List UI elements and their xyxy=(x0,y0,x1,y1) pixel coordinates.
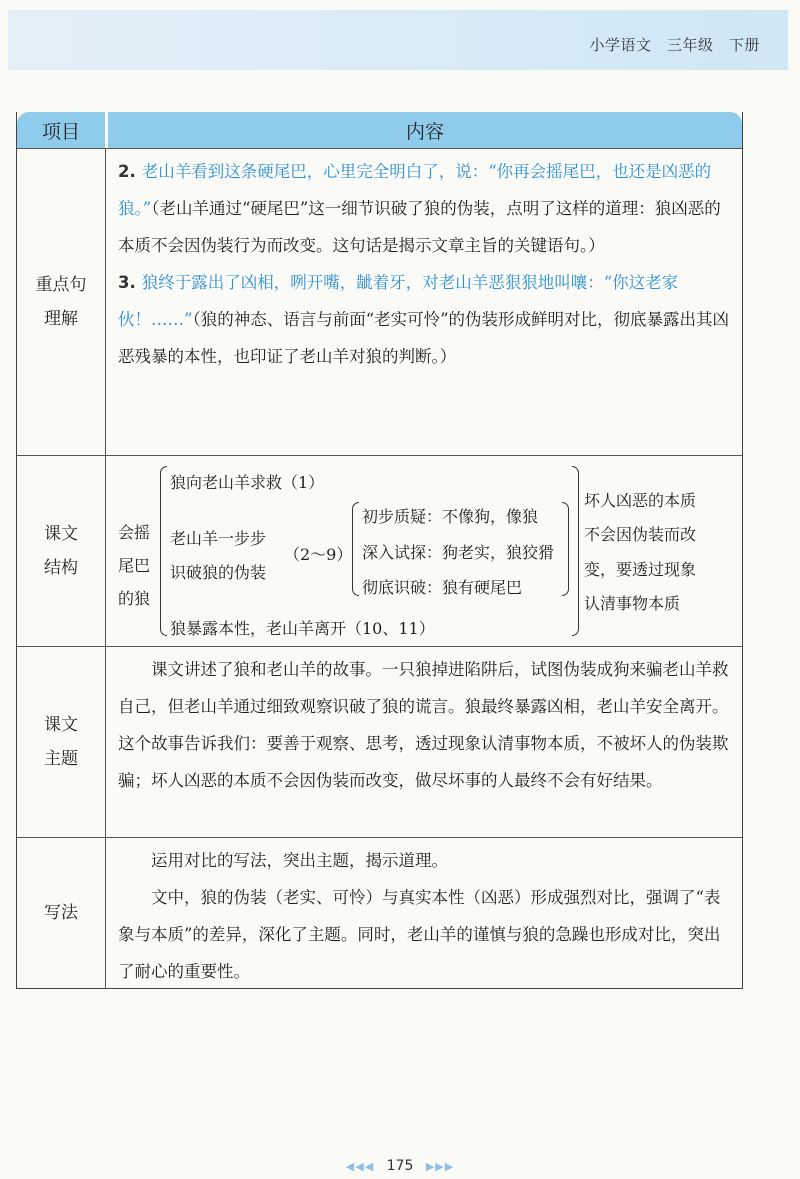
row-label-key-sentences: 重点句理解 xyxy=(17,149,106,455)
table-row-key-sentences xyxy=(17,148,742,455)
right-brace xyxy=(572,466,579,636)
writing-para-2: 文中，狼的伪装（老实、可怜）与真实本性（凶恶）形成强烈对比，强调了“表象与本质”的差异，深化了主题。同时，老山羊的谨慎与狼的急躁也形成对比，突出了耐心的重要性。 xyxy=(118,888,721,981)
table-row-writing xyxy=(17,837,742,988)
note-3: （狼的神态、语言与前面“老实可怜”的伪装形成鲜明对比，彻底暴露出其凶恶残暴的本性，也印证了老山羊对狼的判断。） xyxy=(118,310,730,366)
row-content-key-sentences xyxy=(106,149,742,455)
structure-part-3: 狼暴露本性，老山羊离开（10、11） xyxy=(170,619,435,638)
structure-conclusion-4: 认清事物本质 xyxy=(584,594,681,613)
structure-part-2-range: （2～9） xyxy=(284,545,353,564)
key-sentence-3: 3. 狼终于露出了凶相，咧开嘴，龇着牙，对老山羊恶狠狠地叫嚷：“你这老家伙！……”（狼的神态、语言与前面“老实可怜”的伪装形成鲜明对比，彻底暴露出其凶恶残暴的本性，也印证了老山羊对狼的判断。） xyxy=(118,273,730,366)
left-brace xyxy=(160,466,167,636)
page-number: 175 xyxy=(386,1158,414,1174)
row-content-writing xyxy=(106,838,742,988)
quote-3: 狼终于露出了凶相，咧开嘴，龇着牙，对老山羊恶狠狠地叫嚷：“你这老家伙！……” xyxy=(118,273,679,329)
key-sentence-2: 2. 老山羊看到这条硬尾巴，心里完全明白了，说：“你再会摇尾巴，也还是凶恶的狼。”（老山羊通过“硬尾巴”这一细节识破了狼的伪装，点明了这样的道理：狼凶恶的本质不会因伪装行为而改变。这句话是揭示文章主旨的关键语句。） xyxy=(118,162,721,255)
page-footer xyxy=(0,1158,800,1174)
table-row-structure xyxy=(17,455,742,646)
note-2: （老山羊通过“硬尾巴”这一细节识破了狼的伪装，点明了这样的道理：狼凶恶的本质不会因伪装行为而改变。这句话是揭示文章主旨的关键语句。） xyxy=(118,199,721,255)
right-arrows-icon: ▶▶▶ xyxy=(425,1160,455,1173)
book-title: 小学语文 三年级 下册 xyxy=(589,36,760,54)
structure-conclusion-3: 变，要透过现象 xyxy=(584,560,697,579)
row-label-structure: 课文结构 xyxy=(17,456,106,646)
column-header-item: 项目 xyxy=(17,112,105,148)
structure-conclusion-1: 坏人凶恶的本质 xyxy=(584,491,697,510)
structure-sub-1: 初步质疑：不像狗，像狼 xyxy=(362,507,539,526)
theme-text: 课文讲述了狼和老山羊的故事。一只狼掉进陷阱后，试图伪装成狗来骗老山羊救自己，但老山羊通过细致观察识破了狼的谎言。狼最终暴露凶相，老山羊安全离开。这个故事告诉我们：要善于观察、思考，透过现象认清事物本质，不被坏人的伪装欺骗；坏人凶恶的本质不会因伪装而改变，做尽坏事的人最终不会有好结果。 xyxy=(118,660,729,790)
structure-sub-3: 彻底识破：狼有硬尾巴 xyxy=(362,578,523,597)
structure-part-2-line-1: 老山羊一步步 xyxy=(170,529,267,548)
structure-title-line-3: 的狼 xyxy=(118,589,151,608)
structure-part-1: 狼向老山羊求救（1） xyxy=(170,473,325,492)
structure-title-line-2: 尾巴 xyxy=(118,556,151,575)
sub-brace xyxy=(352,502,359,596)
row-label-theme: 课文主题 xyxy=(17,647,106,837)
sub-brace-right xyxy=(562,502,569,596)
column-header-content: 内容 xyxy=(108,112,742,148)
table-row-theme xyxy=(17,646,742,837)
quote-2: 老山羊看到这条硬尾巴，心里完全明白了，说：“你再会摇尾巴，也还是凶恶的狼。” xyxy=(118,162,712,218)
structure-sub-2: 深入试探：狗老实，狼狡猾 xyxy=(362,543,555,562)
structure-title-line-1: 会摇 xyxy=(118,523,151,542)
structure-diagram xyxy=(106,456,742,646)
structure-part-2-line-2: 识破狼的伪装 xyxy=(170,563,267,582)
structure-conclusion-2: 不会因伪装而改 xyxy=(584,525,697,544)
table-header xyxy=(17,112,742,148)
left-arrows-icon: ◀◀◀ xyxy=(345,1160,375,1173)
row-label-writing: 写法 xyxy=(17,838,106,988)
writing-para-1: 运用对比的写法，突出主题，揭示道理。 xyxy=(151,851,448,870)
content-table xyxy=(16,112,743,989)
row-content-theme xyxy=(106,647,742,837)
